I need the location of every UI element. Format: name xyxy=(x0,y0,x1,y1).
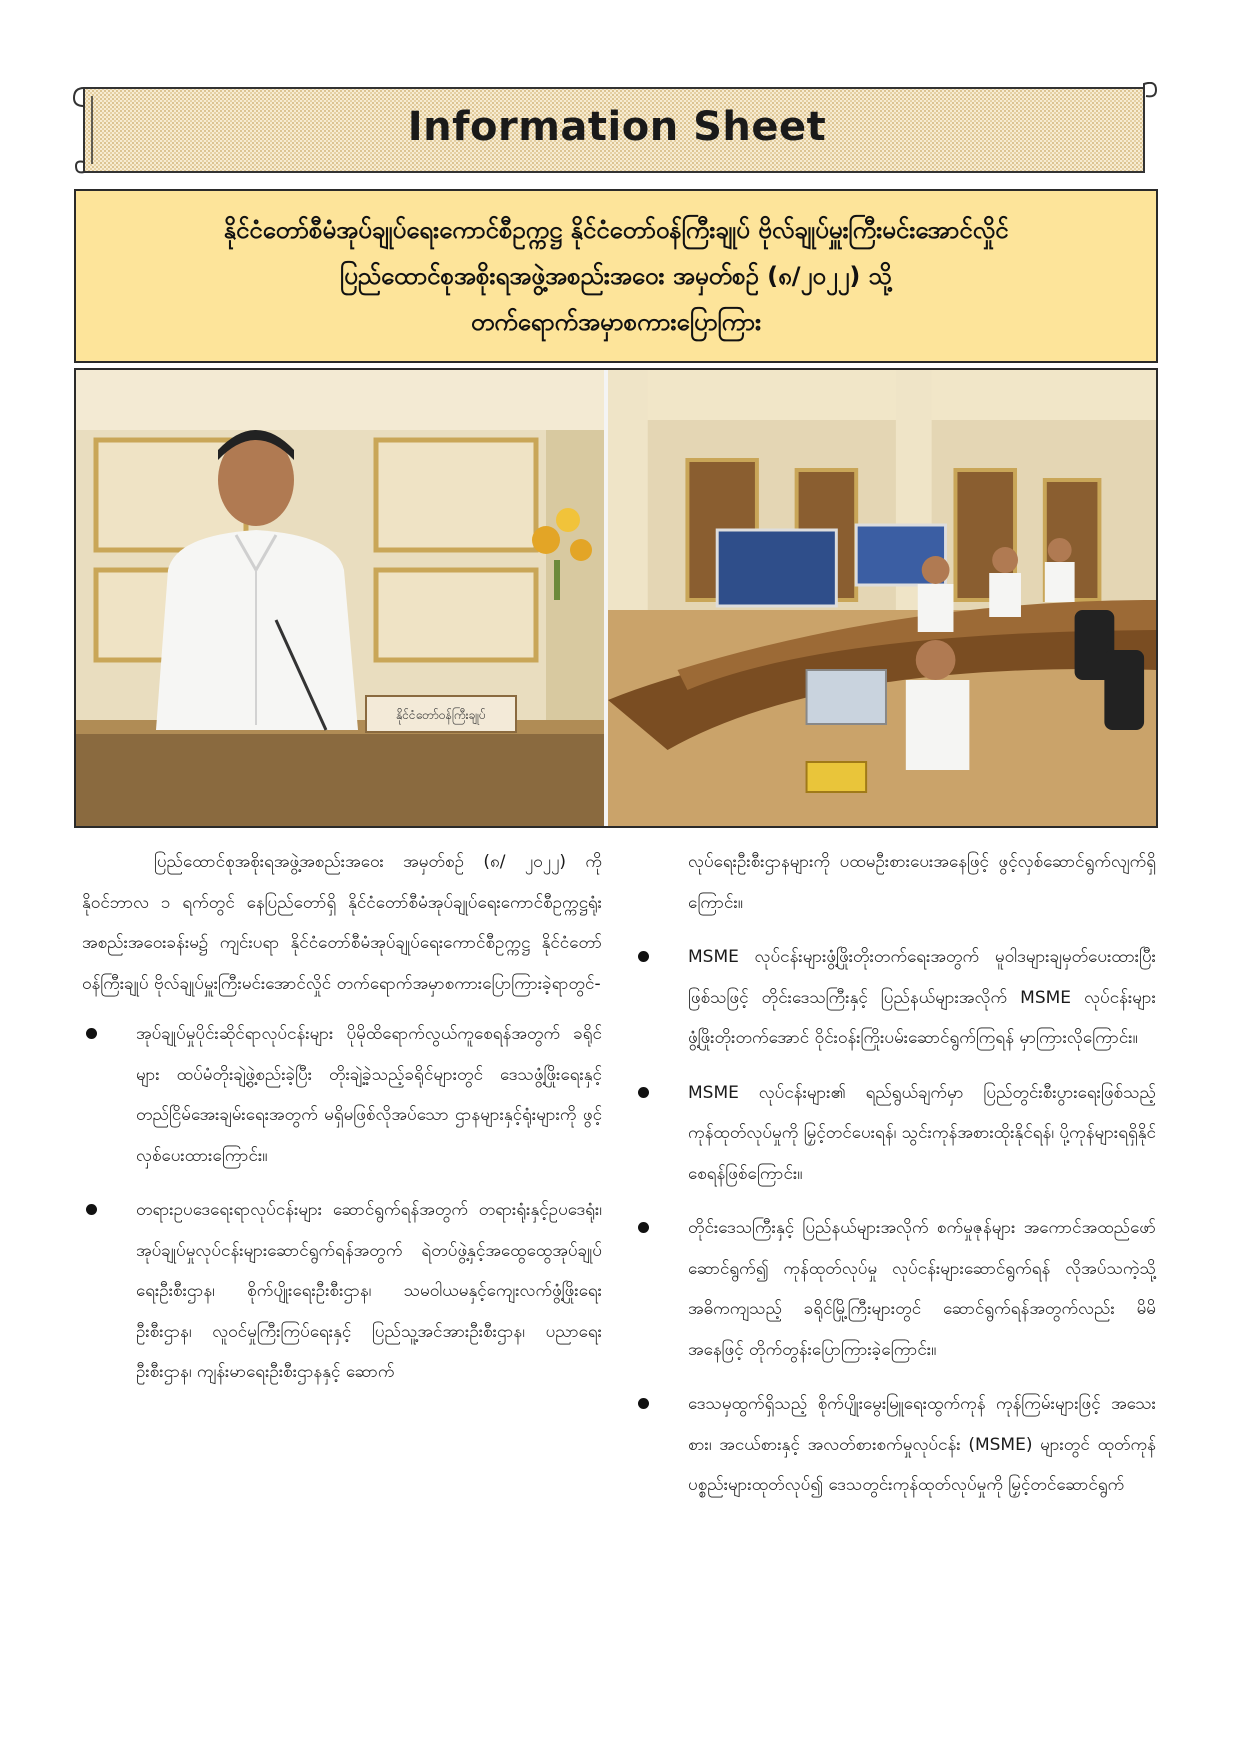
list-item xyxy=(634,1073,1156,1195)
bullet-icon xyxy=(638,951,649,962)
right-bullet-list xyxy=(634,937,1156,1506)
list-item-text: တိုင်းဒေသကြီးနှင့် ပြည်နယ်များအလိုက် စက်မှုဇုန်များ အကောင်အထည်ဖော် ဆောင်ရွက်၍ ကုန်ထုတ်လုပ်မှု လုပ်ငန်းများဆောင်ရွက်ရန် လိုအပ်သကဲ့သို့ အဓိကကျသည့် ခရိုင်မြို့ကြီးများတွင် ဆောင်ရွက်ရန်အတွက်လည်း မိမိအနေဖြင့် တိုက်တွန်းပြောကြားခဲ့ကြောင်း။ xyxy=(688,1218,1156,1360)
list-item-text: MSME လုပ်ငန်းများဖွံ့ဖြိုးတိုးတက်ရေးအတွက် မူဝါဒများချမှတ်ပေးထားပြီးဖြစ်သဖြင့် တိုင်းဒေသကြီးနှင့် ပြည်နယ်များအလိုက် MSME လုပ်ငန်းများ ဖွံ့ဖြိုးတိုးတက်အောင် ဝိုင်းဝန်းကြိုးပမ်းဆောင်ရွက်ကြရန် မှာကြားလိုကြောင်း။ xyxy=(688,947,1156,1048)
headline-line-3: တက်ရောက်အမှာစကားပြောကြား xyxy=(470,308,762,336)
list-item xyxy=(634,1208,1156,1370)
list-item-text: ဒေသမှထွက်ရှိသည့် စိုက်ပျိုးမွေးမြူရေးထွက်ကုန် ကုန်ကြမ်းများဖြင့် အသေးစား၊ အငယ်စားနှင့် အလတ်စားစက်မှုလုပ်ငန်း (MSME) များတွင် ထုတ်ကုန်ပစ္စည်းများထုတ်လုပ်၍ ဒေသတွင်းကုန်ထုတ်လုပ်မှုကို မြှင့်တင်ဆောင်ရွက် xyxy=(688,1394,1156,1495)
bullet-icon xyxy=(638,1087,649,1098)
left-column xyxy=(82,842,602,1407)
document-title: Information Sheet xyxy=(407,104,827,150)
bullet-icon xyxy=(86,1204,97,1215)
meeting-photo-illustration xyxy=(608,370,1156,826)
intro-paragraph: ပြည်ထောင်စုအစိုးရအဖွဲ့အစည်းအဝေး အမှတ်စဉ် (၈/ ၂၀၂၂) ကို နိုဝင်ဘာလ ၁ ရက်တွင် နေပြည်တော်ရှိ နိုင်ငံတော်စီမံအုပ်ချုပ်ရေးကောင်စီဥက္ကဋ္ဌရုံး အစည်းအဝေးခန်းမ၌ ကျင်းပရာ နိုင်ငံတော်စီမံအုပ်ချုပ်ရေးကောင်စီဥက္ကဋ္ဌ နိုင်ငံတော်ဝန်ကြီးချုပ် ဗိုလ်ချုပ်မှူးကြီးမင်းအောင်လှိုင် တက်ရောက်အမှာစကားပြောကြားခဲ့ရာတွင်- xyxy=(82,852,602,994)
list-item xyxy=(82,1014,602,1176)
banner xyxy=(72,82,1162,182)
headline-line-1: နိုင်ငံတော်စီမံအုပ်ချုပ်ရေးကောင်စီဥက္ကဋ္ဌ နိုင်ငံတော်ဝန်ကြီးချုပ် ဗိုလ်ချုပ်မှူးကြီးမင်းအောင်လှိုင် xyxy=(223,216,1009,244)
list-item xyxy=(634,1384,1156,1506)
speaker-photo-illustration xyxy=(76,370,604,826)
speaker-nameplate: နိုင်ငံတော်ဝန်ကြီးချုပ် xyxy=(396,708,486,722)
bullet-icon xyxy=(638,1222,649,1233)
list-item-text: တရားဥပဒေရေးရာလုပ်ငန်းများ ဆောင်ရွက်ရန်အတွက် တရားရုံးနှင့်ဥပဒေရုံး၊ အုပ်ချုပ်မှုလုပ်ငန်းများဆောင်ရွက်ရန်အတွက် ရဲတပ်ဖွဲ့နှင့်အထွေထွေအုပ်ချုပ်ရေးဦးစီးဌာန၊ စိုက်ပျိုးရေးဦးစီးဌာန၊ သမဝါယမနှင့်ကျေးလက်ဖွံ့ဖြိုးရေးဦးစီးဌာန၊ လူဝင်မှုကြီးကြပ်ရေးနှင့် ပြည်သူ့အင်အားဦးစီးဌာန၊ ပညာရေးဦးစီးဌာန၊ ကျန်းမာရေးဦးစီးဌာနနှင့် ဆောက် xyxy=(136,1200,602,1382)
list-item-text: MSME လုပ်ငန်းများ၏ ရည်ရွယ်ချက်မှာ ပြည်တွင်းစီးပွားရေးဖြစ်သည့် ကုန်ထုတ်လုပ်မှုကို မြှင့်တင်ပေးရန်၊ သွင်းကုန်အစားထိုးနိုင်ရန်၊ ပို့ကုန်များရရှိနိုင်စေရန်ဖြစ်ကြောင်း။ xyxy=(688,1082,1156,1184)
headline-line-2: ပြည်ထောင်စုအစိုးရအဖွဲ့အစည်းအဝေး အမှတ်စဉ် (၈/၂၀၂၂) သို့ xyxy=(340,262,892,290)
continued-paragraph: လုပ်ရေးဦးစီးဌာနများကို ပထမဦးစားပေးအနေဖြင့် ဖွင့်လှစ်ဆောင်ရွက်လျက်ရှိကြောင်း။ xyxy=(688,852,1156,913)
list-item xyxy=(82,1190,602,1393)
photo-strip xyxy=(74,368,1158,828)
right-column xyxy=(634,842,1156,1520)
headline-box xyxy=(74,189,1158,363)
list-item xyxy=(634,937,1156,1059)
photo-meeting-room xyxy=(608,370,1156,826)
bullet-icon xyxy=(86,1028,97,1039)
bullet-icon xyxy=(638,1398,649,1409)
photo-speaker xyxy=(76,370,608,826)
list-item-text: အုပ်ချုပ်မှုပိုင်းဆိုင်ရာလုပ်ငန်းများ ပိုမိုထိရောက်လွယ်ကူစေရန်အတွက် ခရိုင်များ ထပ်မံတိုးချဲ့ဖွဲ့စည်းခဲ့ပြီး တိုးချဲ့ခဲ့သည့်ခရိုင်များတွင် ဒေသဖွံ့ဖြိုးရေးနှင့် တည်ငြိမ်အေးချမ်းရေးအတွက် မရှိမဖြစ်လိုအပ်သော ဌာနများနှင့်ရုံးများကို ဖွင့်လှစ်ပေးထားကြောင်း။ xyxy=(136,1024,602,1166)
left-bullet-list xyxy=(82,1014,602,1393)
